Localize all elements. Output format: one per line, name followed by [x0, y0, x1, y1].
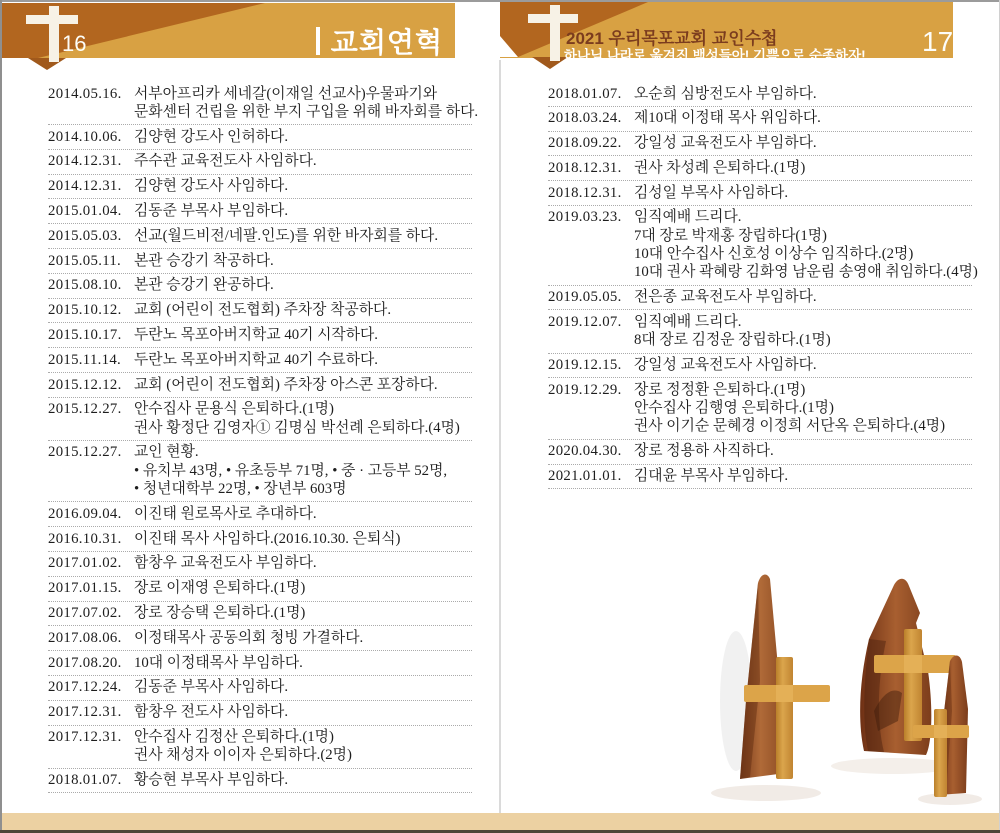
history-entry [48, 726, 472, 769]
history-entry [48, 502, 472, 527]
entry-text-line: 김성일 부목사 사임하다. [634, 184, 789, 201]
history-entry [48, 199, 472, 224]
entry-text-line: 본관 승강기 완공하다. [134, 277, 274, 294]
history-entry [548, 107, 972, 132]
entry-text-line: 두란노 목포아버지학교 40기 수료하다. [134, 351, 379, 368]
entry-text-line: 전은종 교육전도사 부임하다. [634, 289, 817, 306]
entry-lines [134, 604, 472, 622]
entry-lines [134, 301, 472, 319]
entry-lines [634, 442, 972, 460]
entry-date: 2018.12.31. [548, 159, 622, 176]
history-entry [48, 676, 472, 701]
entry-lines [134, 128, 472, 146]
entry-text-line: 문화센터 건립을 위한 부지 구입을 위해 바자회를 하다. [134, 103, 479, 120]
history-entry [548, 310, 972, 353]
entry-date: 2015.05.11. [48, 252, 122, 269]
entry-date: 2016.10.31. [48, 530, 122, 547]
entry-date: 2015.12.12. [48, 376, 122, 393]
history-entry [548, 181, 972, 206]
title-bar-mark [316, 27, 320, 55]
history-entry [48, 701, 472, 726]
entry-text-line: 본관 승강기 착공하다. [134, 252, 274, 269]
entry-lines [634, 184, 972, 202]
entry-text-line: 임직예배 드리다. [634, 313, 742, 330]
booklet-title: 2021 우리목포교회 교인수첩 [566, 29, 778, 48]
section-title: 교회연혁 [330, 27, 443, 58]
entry-date: 2021.01.01. [548, 468, 622, 485]
entry-text-line: 교회 (어린이 전도협회) 주차장 아스콘 포장하다. [134, 376, 438, 393]
history-entry [48, 150, 472, 175]
history-entry [48, 175, 472, 200]
entry-lines [134, 443, 472, 498]
right-page-number: 17 [922, 26, 954, 57]
entry-text-line: 10대 이정태목사 부임하다. [134, 654, 303, 671]
entry-text-line: 강일성 교육전도사 부임하다. [634, 135, 817, 152]
entry-date: 2019.12.07. [548, 313, 622, 330]
history-entry [548, 440, 972, 465]
entry-lines [634, 109, 972, 127]
history-entry [548, 354, 972, 379]
entry-lines [134, 227, 472, 245]
entry-lines [134, 728, 472, 765]
entry-date: 2017.12.24. [48, 679, 122, 696]
history-entry [48, 769, 472, 794]
entry-text-line: • 유치부 43명, • 유초등부 71명, • 중 · 고등부 52명, [134, 462, 448, 479]
entry-lines [134, 276, 472, 294]
history-entry [48, 651, 472, 676]
entry-text-line: 권사 차성례 은퇴하다.(1명) [634, 159, 806, 176]
entry-lines [134, 530, 472, 548]
entry-lines [134, 703, 472, 721]
right-history-column [548, 82, 978, 489]
entry-text-line: • 청년대학부 22명, • 장년부 603명 [134, 481, 347, 498]
entry-date: 2017.08.06. [48, 629, 122, 646]
entry-text-line: 10대 권사 곽혜랑 김화영 남운림 송영애 취임하다.(4명) [634, 264, 978, 281]
history-entry [48, 299, 472, 324]
entry-date: 2020.04.30. [548, 443, 622, 460]
history-entry [48, 602, 472, 627]
entry-text-line: 김동준 부목사 부임하다. [134, 202, 289, 219]
entry-text-line: 이진태 원로목사로 추대하다. [134, 505, 317, 522]
entry-date: 2018.09.22. [548, 135, 622, 152]
entry-date: 2017.12.31. [48, 704, 122, 721]
entry-text-line: 권사 채성자 이이자 은퇴하다.(2명) [134, 747, 352, 764]
entry-date: 2017.01.02. [48, 555, 122, 572]
history-entry [48, 323, 472, 348]
entry-text-line: 함창우 교육전도사 부임하다. [134, 555, 317, 572]
entry-lines [634, 356, 972, 374]
entry-text-line: 장로 이재영 은퇴하다.(1명) [134, 580, 306, 597]
entry-text-line: 임직예배 드리다. [634, 209, 742, 226]
entry-lines [634, 288, 972, 306]
entry-lines [134, 771, 472, 789]
entry-date: 2017.01.15. [48, 580, 122, 597]
entry-date: 2015.10.12. [48, 302, 122, 319]
entry-date: 2018.01.07. [548, 85, 622, 102]
entry-lines [634, 134, 972, 152]
entry-text-line: 교인 현황. [134, 444, 199, 461]
entry-text-line: 김양현 강도사 인허하다. [134, 128, 289, 145]
history-entry [48, 274, 472, 299]
history-entry [48, 577, 472, 602]
entry-text-line: 두란노 목포아버지학교 40기 시작하다. [134, 326, 379, 343]
history-entry [548, 156, 972, 181]
entry-text-line: 황승현 부목사 부임하다. [134, 772, 289, 789]
entry-text-line: 이정태목사 공동의회 청빙 가결하다. [134, 629, 364, 646]
entry-date: 2015.08.10. [48, 277, 122, 294]
entry-lines [134, 554, 472, 572]
history-entry [48, 82, 479, 125]
entry-lines [134, 202, 472, 220]
entry-lines [634, 159, 972, 177]
left-page-number: 16 [62, 31, 87, 56]
history-entry [48, 527, 472, 552]
entry-text-line: 권사 황정단 김영자① 김명심 박선례 은퇴하다.(4명) [134, 419, 460, 436]
history-entry [548, 378, 972, 439]
entry-text-line: 김대윤 부목사 부임하다. [634, 468, 789, 485]
entry-text-line: 서부아프리카 세네갈(이재일 선교사)우물파기와 [134, 85, 438, 102]
entry-lines [634, 467, 972, 485]
entry-date: 2015.11.14. [48, 351, 122, 368]
entry-text-line: 7대 장로 박재홍 장립하다(1명) [634, 227, 827, 244]
entry-date: 2019.05.05. [548, 289, 622, 306]
entry-date: 2015.10.17. [48, 326, 122, 343]
section-title-block [316, 21, 443, 61]
entry-lines [134, 376, 472, 394]
entry-lines [634, 85, 972, 103]
entry-lines [134, 152, 472, 170]
entry-date: 2015.01.04. [48, 202, 122, 219]
history-entry [48, 224, 472, 249]
entry-text-line: 10대 안수집사 신호성 이상수 임직하다.(2명) [634, 246, 914, 263]
entry-text-line: 제10대 이정태 목사 위임하다. [634, 110, 821, 127]
history-entry [48, 552, 472, 577]
entry-date: 2014.12.31. [48, 178, 122, 195]
entry-lines [134, 579, 472, 597]
entry-date: 2019.03.23. [548, 209, 622, 226]
entry-text-line: 장로 정정환 은퇴하다.(1명) [634, 381, 806, 398]
page-gutter-divider [499, 60, 501, 813]
history-entry [48, 373, 472, 398]
entry-date: 2017.08.20. [48, 654, 122, 671]
entry-lines [634, 381, 972, 436]
entry-text-line: 오순희 심방전도사 부임하다. [634, 85, 817, 102]
history-entry [48, 441, 472, 502]
entry-lines [134, 326, 472, 344]
entry-date: 2014.05.16. [48, 85, 122, 102]
entry-date: 2019.12.15. [548, 357, 622, 374]
entry-date: 2018.03.24. [548, 110, 622, 127]
scan-edge-left [0, 0, 2, 833]
entry-text-line: 안수집사 문용식 은퇴하다.(1명) [134, 401, 334, 418]
entry-text-line: 이진태 목사 사임하다.(2016.10.30. 은퇴식) [134, 530, 401, 547]
left-history-column [48, 82, 479, 793]
history-entry [48, 249, 472, 274]
entry-date: 2015.12.27. [48, 444, 122, 461]
entry-date: 2019.12.29. [548, 381, 622, 398]
entry-date: 2018.01.07. [48, 772, 122, 789]
entry-text-line: 안수집사 김정산 은퇴하다.(1명) [134, 729, 334, 746]
booklet-slogan: 하나님 나라로 옮겨진 백성들아! 기쁨으로 순종하자! [564, 48, 866, 63]
entry-lines [134, 654, 472, 672]
entry-text-line: 김양현 강도사 사임하다. [134, 178, 289, 195]
entry-lines [134, 678, 472, 696]
entry-text-line: 권사 이기순 문혜경 이정희 서단옥 은퇴하다.(4명) [634, 418, 946, 435]
entry-date: 2014.12.31. [48, 153, 122, 170]
corner-ribbon-decoration [0, 3, 280, 73]
entry-lines [634, 208, 978, 281]
entry-date: 2014.10.06. [48, 128, 122, 145]
entry-text-line: 8대 장로 김정운 장립하다.(1명) [634, 332, 831, 349]
crosses-photo [688, 560, 998, 812]
scan-edge-top [0, 0, 1000, 2]
entry-lines [634, 313, 972, 350]
entry-date: 2017.12.31. [48, 729, 122, 746]
entry-lines [134, 252, 472, 270]
entry-text-line: 함창우 전도사 사임하다. [134, 704, 289, 721]
entry-text-line: 주수관 교육전도사 사임하다. [134, 153, 317, 170]
history-entry [548, 132, 972, 157]
entry-lines [134, 177, 472, 195]
entry-date: 2018.12.31. [548, 184, 622, 201]
history-entry [548, 465, 972, 490]
entry-text-line: 선교(월드비전/네팔.인도)를 위한 바자회를 하다. [134, 227, 439, 244]
history-entry [48, 125, 472, 150]
entry-text-line: 강일성 교육전도사 사임하다. [634, 357, 817, 374]
history-entry [548, 286, 972, 311]
entry-date: 2015.12.27. [48, 401, 122, 418]
entry-text-line: 장로 장승택 은퇴하다.(1명) [134, 605, 306, 622]
entry-text-line: 교회 (어린이 전도협회) 주차장 착공하다. [134, 302, 392, 319]
entry-lines [134, 85, 478, 122]
history-entry [548, 82, 972, 107]
entry-lines [134, 400, 472, 437]
history-entry [548, 206, 978, 286]
entry-lines [134, 505, 472, 523]
entry-text-line: 안수집사 김행영 은퇴하다.(1명) [634, 400, 834, 417]
entry-date: 2016.09.04. [48, 505, 122, 522]
history-entry [48, 626, 472, 651]
entry-text-line: 김동준 부목사 사임하다. [134, 679, 289, 696]
entry-lines [134, 629, 472, 647]
history-entry [48, 348, 472, 373]
entry-date: 2017.07.02. [48, 605, 122, 622]
entry-lines [134, 351, 472, 369]
footer-bar [0, 813, 1000, 830]
entry-text-line: 장로 정용하 사직하다. [634, 443, 774, 460]
history-entry [48, 398, 472, 441]
entry-date: 2015.05.03. [48, 227, 122, 244]
